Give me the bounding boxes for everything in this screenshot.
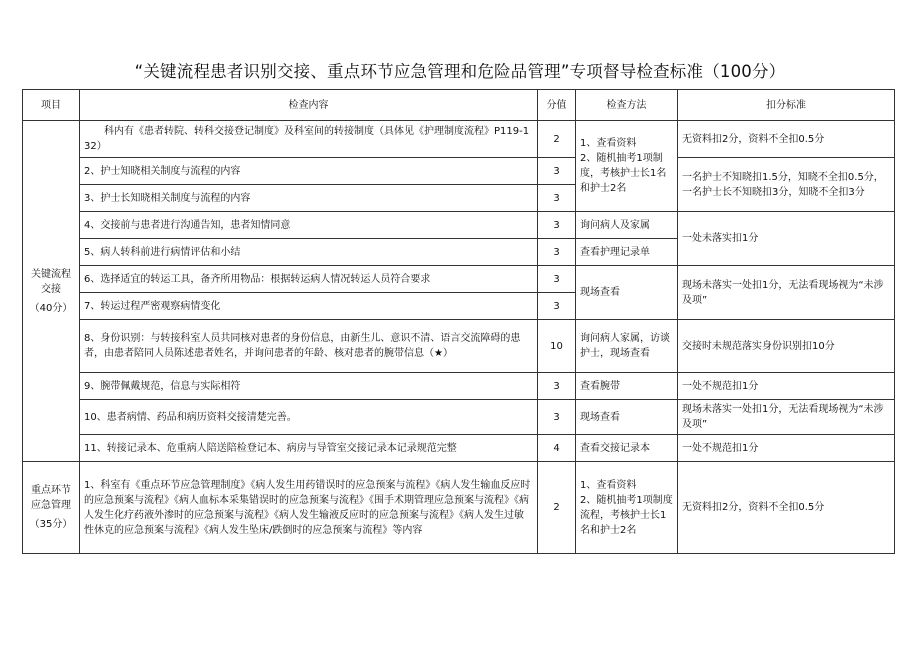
- deduction-cell: 无资料扣2分，资料不全扣0.5分: [678, 121, 895, 158]
- deduction-cell: 一名护士不知晓扣1.5分，知晓不全扣0.5分，一名护士长不知晓扣3分，知晓不全扣3分: [678, 158, 895, 212]
- score-cell: 10: [538, 320, 576, 373]
- table-row: [23, 373, 895, 400]
- header-item: 项目: [23, 90, 80, 121]
- section-points: （35分）: [29, 519, 73, 530]
- deduction-cell: 交接时未规范落实身份识别扣10分: [678, 320, 895, 373]
- score-cell: 3: [538, 373, 576, 400]
- content-cell: 10、患者病情、药品和病历资料交接清楚完善。: [80, 400, 538, 435]
- section-name: 关键流程交接: [31, 268, 71, 295]
- table-row: [23, 121, 895, 158]
- method-cell: 现场查看: [576, 266, 678, 320]
- header-content: 检查内容: [80, 90, 538, 121]
- method-cell: 询问病人及家属: [576, 212, 678, 239]
- score-cell: 3: [538, 185, 576, 212]
- score-cell: 3: [538, 239, 576, 266]
- table-row: [23, 435, 895, 462]
- table-row: [23, 158, 895, 185]
- section-points: （40分）: [29, 302, 73, 314]
- content-cell: 1、科室有《重点环节应急管理制度》《病人发生用药错误时的应急预案与流程》《病人发生输血反应时的应急预案与流程》《病人血标本采集错误时的应急预案与流程》《围手术期管理应急预案与流程》《病人发生化疗药液外渗时的应急预案与流程》《病人发生输液反应时的应急预案与流程》《病人发生过敏性休克的应急预案与流程》《病人发生坠床/跌倒时的应急预案与流程》等内容: [80, 462, 538, 554]
- content-cell: 8、身份识别：与转接科室人员共同核对患者的身份信息，由新生儿、意识不清、语言交流障碍的患者，由患者陪同人员陈述患者姓名，并询问患者的年龄、核对患者的腕带信息（★）: [80, 320, 538, 373]
- deduction-cell: 一处不规范扣1分: [678, 435, 895, 462]
- content-cell: 4、交接前与患者进行沟通告知，患者知情同意: [80, 212, 538, 239]
- score-cell: 2: [538, 121, 576, 158]
- table-row: [23, 462, 895, 554]
- method-cell: 现场查看: [576, 400, 678, 435]
- method-cell: 查看交接记录本: [576, 435, 678, 462]
- header-method: 检查方法: [576, 90, 678, 121]
- inspection-standard-table: [22, 89, 895, 554]
- table-row: [23, 266, 895, 293]
- content-cell: 11、转接记录本、危重病人陪送陪检登记本、病房与导管室交接记录本记录规范完整: [80, 435, 538, 462]
- method-cell: 查看护理记录单: [576, 239, 678, 266]
- score-cell: 3: [538, 212, 576, 239]
- table-header-row: [23, 90, 895, 121]
- content-cell: 9、腕带佩戴规范，信息与实际相符: [80, 373, 538, 400]
- section-name: 重点环节应急管理: [31, 485, 71, 511]
- content-cell: 5、病人转科前进行病情评估和小结: [80, 239, 538, 266]
- deduction-cell: 一处不规范扣1分: [678, 373, 895, 400]
- score-cell: 4: [538, 435, 576, 462]
- score-cell: 3: [538, 293, 576, 320]
- method-cell: 询问病人家属，访谈护士，现场查看: [576, 320, 678, 373]
- deduction-cell: 无资料扣2分，资料不全扣0.5分: [678, 462, 895, 554]
- content-cell: 2、护士知晓相关制度与流程的内容: [80, 158, 538, 185]
- table-row: [23, 212, 895, 239]
- header-score: 分值: [538, 90, 576, 121]
- table-row: [23, 400, 895, 435]
- content-cell: 3、护士长知晓相关制度与流程的内容: [80, 185, 538, 212]
- method-cell: 查看腕带: [576, 373, 678, 400]
- header-deduction: 扣分标准: [678, 90, 895, 121]
- table-row: [23, 320, 895, 373]
- deduction-cell: 现场未落实一处扣1分，无法看现场视为“未涉及项”: [678, 266, 895, 320]
- score-cell: 3: [538, 158, 576, 185]
- section-key-process: [23, 121, 80, 462]
- score-cell: 2: [538, 462, 576, 554]
- content-cell: 7、转运过程严密观察病情变化: [80, 293, 538, 320]
- method-cell: 1、查看资料 2、随机抽考1项制度流程，考核护士长1名和护士2名: [576, 462, 678, 554]
- deduction-cell: 现场未落实一处扣1分，无法看现场视为“未涉及项”: [678, 400, 895, 435]
- score-cell: 3: [538, 266, 576, 293]
- method-cell: 1、查看资料 2、随机抽考1项制度，考核护士长1名和护士2名: [576, 121, 678, 212]
- page-title: “关键流程患者识别交接、重点环节应急管理和危险品管理”专项督导检查标准（100分）: [134, 62, 786, 81]
- content-cell: 6、选择适宜的转运工具，备齐所用物品：根据转运病人情况转运人员符合要求: [80, 266, 538, 293]
- score-cell: 3: [538, 400, 576, 435]
- deduction-cell: 一处未落实扣1分: [678, 212, 895, 266]
- content-cell: 科内有《患者转院、转科交接登记制度》及科室间的转接制度（具体见《护理制度流程》P119-132）: [80, 121, 538, 158]
- section-emergency-management: [23, 462, 80, 554]
